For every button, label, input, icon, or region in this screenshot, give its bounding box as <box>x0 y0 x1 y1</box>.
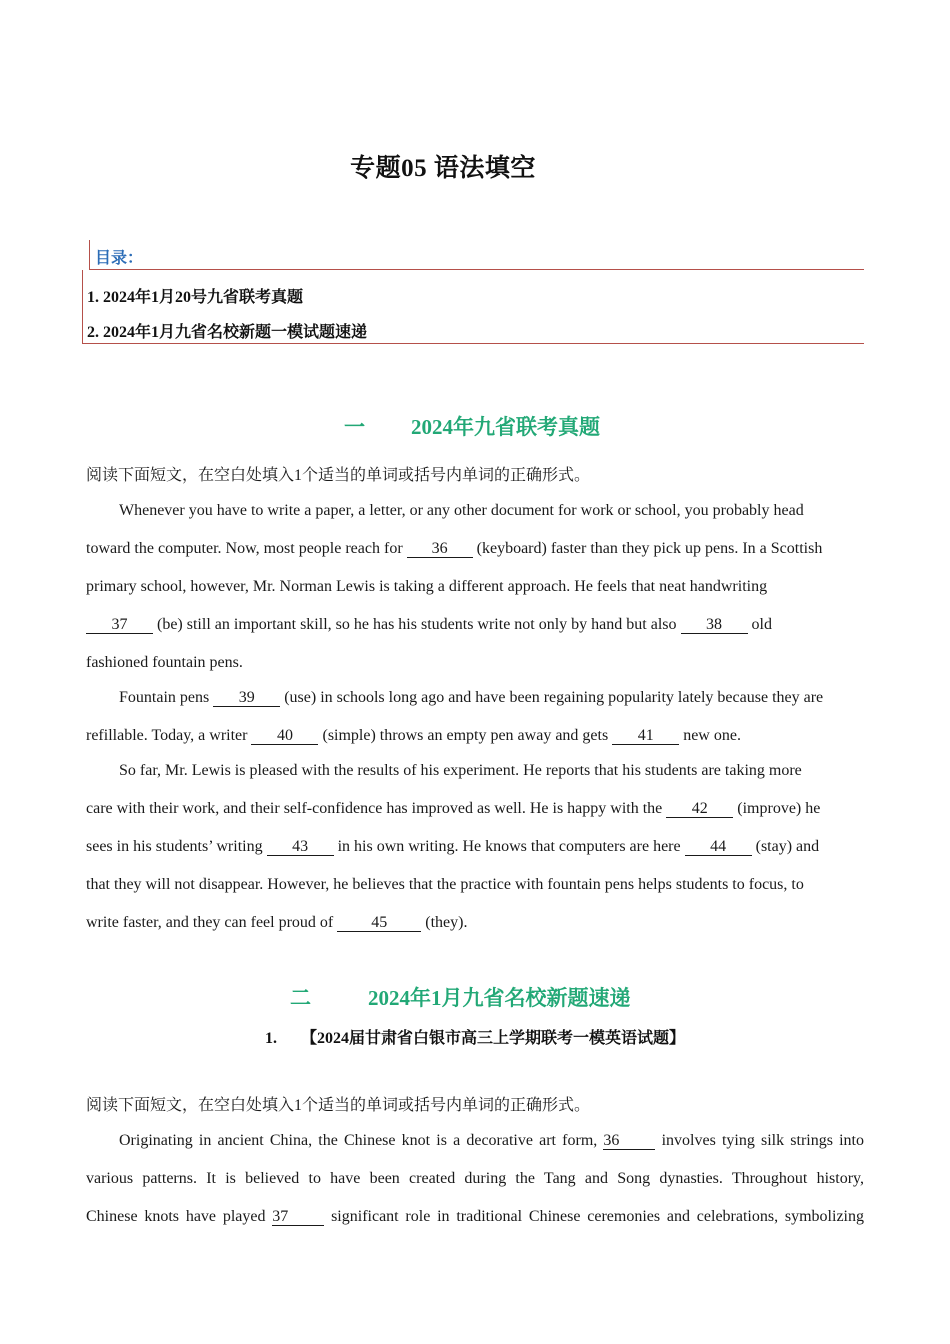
s1-line-12-text-b: (they). <box>421 914 468 931</box>
s1-line-7-text-a: refillable. Today, a writer <box>86 727 252 744</box>
s1-line-12 <box>86 913 864 933</box>
s2-line-2-text: various patterns. It is believed to have been created during the Tang and Song dynasties. Throughout history, <box>86 1170 864 1187</box>
blank-36[interactable]: 36 <box>407 540 473 558</box>
toc-list <box>82 270 864 344</box>
s2-line-1-text-a: Originating in ancient China, the Chinese knot is a decorative art form, <box>119 1132 604 1149</box>
s1-line-1 <box>119 501 864 521</box>
s1-line-12-text-a: write faster, and they can feel proud of <box>86 914 338 931</box>
toc-label: 目录： <box>95 250 144 267</box>
s1-line-3-text: primary school, however, Mr. Norman Lewis is taking a different approach. He feels that neat handwriting <box>86 578 768 595</box>
s1-line-8 <box>119 761 864 781</box>
s2-blank-37[interactable]: 37 <box>272 1208 324 1226</box>
s1-line-9-text-a: care with their work, and their self-confidence has improved as well. He is happy with the <box>86 800 667 817</box>
s1-line-10-text-b: in his own writing. He knows that computers are here <box>333 838 685 855</box>
question-source <box>0 1025 950 1048</box>
blank-39[interactable]: 39 <box>213 689 280 707</box>
toc-item-2: 2. 2024年1月九省名校新题一模试题速递 <box>87 324 368 341</box>
blank-45[interactable]: 45 <box>337 914 421 932</box>
blank-43[interactable]: 43 <box>267 838 334 856</box>
blank-44[interactable]: 44 <box>685 838 752 856</box>
s1-line-11 <box>86 875 864 895</box>
s2-blank-36[interactable]: 36 <box>603 1132 655 1150</box>
s1-line-1-text: Whenever you have to write a paper, a letter, or any other document for work or school, you probably head <box>119 502 804 519</box>
s1-line-5 <box>86 653 864 673</box>
s1-line-9-text-b: (improve) he <box>733 800 821 817</box>
blank-40[interactable]: 40 <box>251 727 318 745</box>
s2-line-1-text-b: involves tying silk strings into <box>655 1132 864 1149</box>
section1-number: 一 <box>344 415 365 439</box>
s1-line-8-text: So far, Mr. Lewis is pleased with the results of his experiment. He reports that his students are taking more <box>119 762 802 779</box>
blank-42[interactable]: 42 <box>666 800 733 818</box>
section2-instruction: 阅读下面短文，在空白处填入1个适当的单词或括号内单词的正确形式。 <box>86 1097 591 1114</box>
s1-line-2-text-a: toward the computer. Now, most people reach for <box>86 540 407 557</box>
blank-38[interactable]: 38 <box>681 616 748 634</box>
section1-instruction: 阅读下面短文，在空白处填入1个适当的单词或括号内单词的正确形式。 <box>86 467 591 484</box>
s2-line-1 <box>119 1131 864 1151</box>
s1-line-7 <box>86 726 864 746</box>
s1-line-4 <box>86 615 864 635</box>
question-source-title: 【2024届甘肃省白银市高三上学期联考一模英语试题】 <box>300 1030 685 1047</box>
question-number: 1. <box>264 1030 277 1047</box>
s2-line-3 <box>86 1207 864 1227</box>
s1-line-2 <box>86 539 864 559</box>
s1-line-7-text-c: new one. <box>679 727 741 744</box>
s1-line-10-text-c: (stay) and <box>751 838 820 855</box>
section2-title: 2024年1月九省名校新题速递 <box>368 986 631 1010</box>
s1-line-11-text: that they will not disappear. However, he believes that the practice with fountain pens helps students to focus, to <box>86 876 804 893</box>
s1-line-6-text-b: (use) in schools long ago and have been regaining popularity lately because they are <box>280 689 824 706</box>
s1-line-6 <box>119 688 864 708</box>
s1-line-2-text-b: (keyboard) faster than they pick up pens. In a Scottish <box>472 540 823 557</box>
s2-line-3-text-a: Chinese knots have played <box>86 1208 273 1225</box>
toc-item-1: 1. 2024年1月20号九省联考真题 <box>87 289 304 306</box>
page-title: 专题05 语法填空 <box>350 155 536 182</box>
s1-line-5-text: fashioned fountain pens. <box>86 654 243 671</box>
section2-number: 二 <box>290 986 311 1010</box>
s1-line-4-text-b: (be) still an important skill, so he has his students write not only by hand but also <box>153 616 681 633</box>
s1-line-9 <box>86 799 864 819</box>
toc-header <box>89 240 864 270</box>
s1-line-7-text-b: (simple) throws an empty pen away and gets <box>318 727 613 744</box>
s1-line-10 <box>86 837 864 857</box>
s2-line-3-text-b: significant role in traditional Chinese ceremonies and celebrations, symbolizing <box>324 1208 864 1225</box>
s1-line-6-text-a: Fountain pens <box>119 689 214 706</box>
blank-41[interactable]: 41 <box>612 727 679 745</box>
blank-37[interactable]: 37 <box>86 616 153 634</box>
s2-line-2 <box>86 1169 864 1189</box>
section1-title: 2024年九省联考真题 <box>411 415 600 439</box>
s1-line-4-text-c: old <box>747 616 772 633</box>
s1-line-3 <box>86 577 864 597</box>
s1-line-10-text-a: sees in his students’ writing <box>86 838 267 855</box>
